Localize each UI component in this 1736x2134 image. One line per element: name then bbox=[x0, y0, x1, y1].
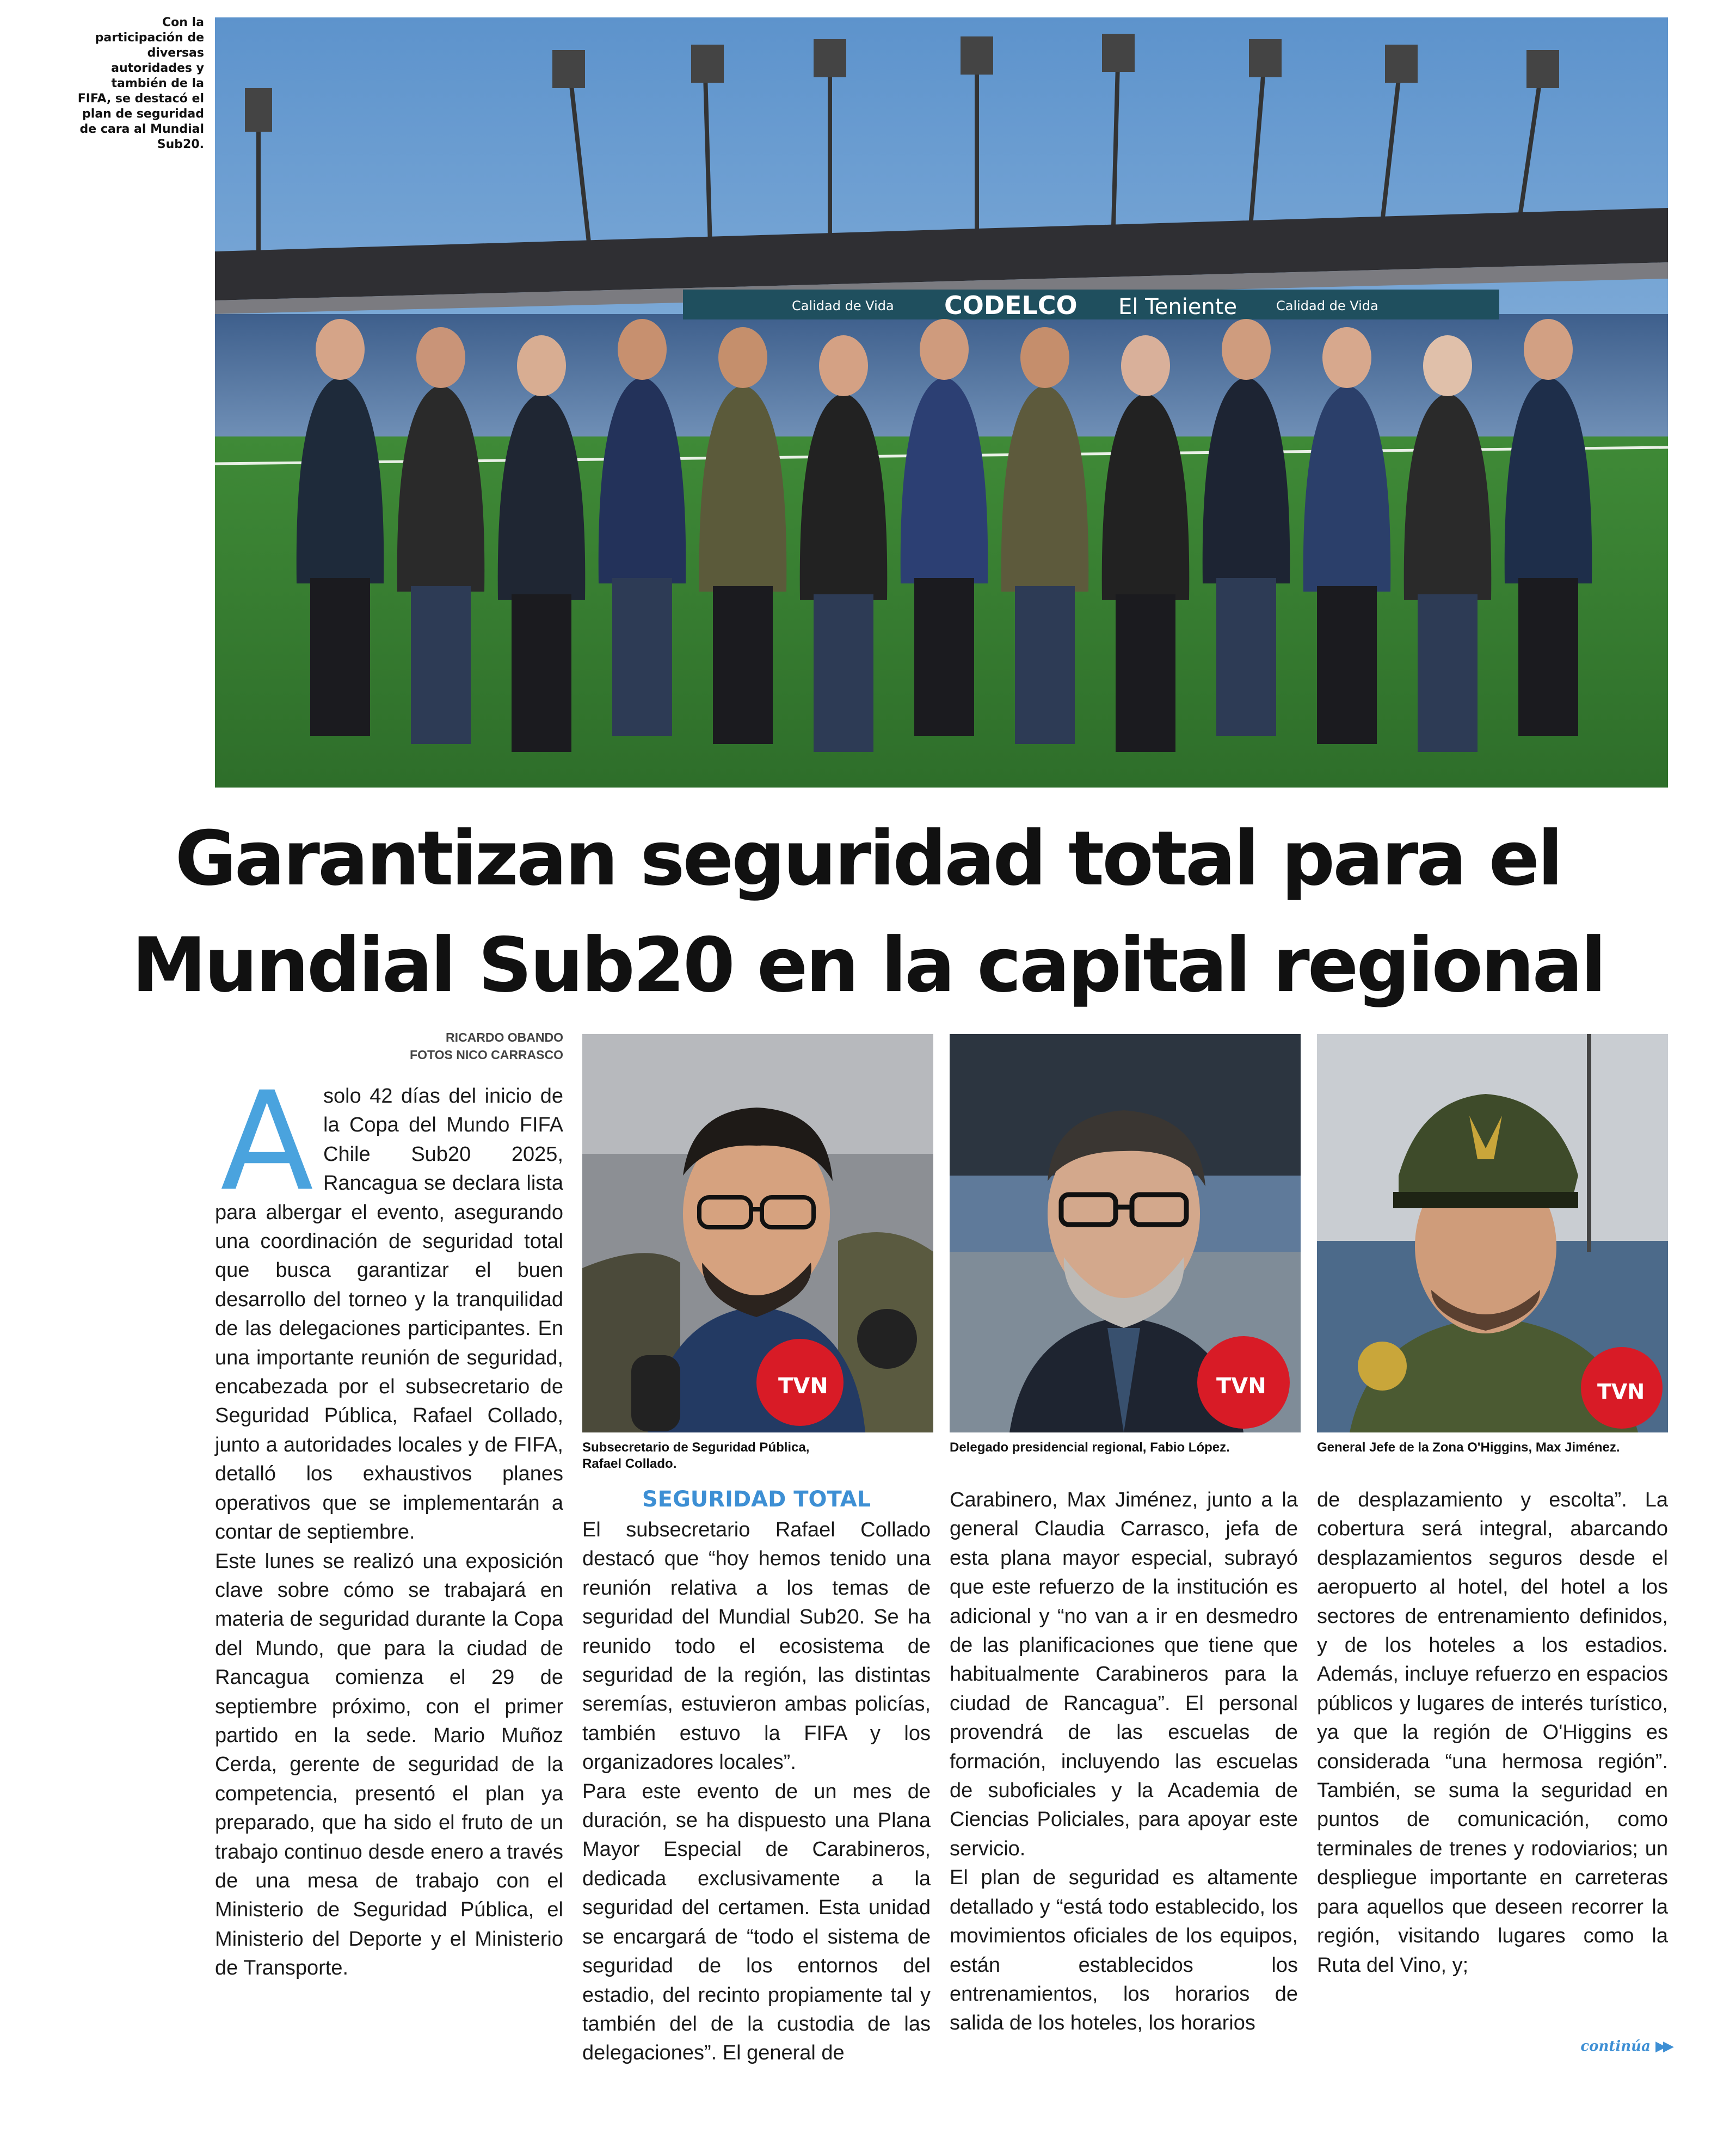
person-head bbox=[1020, 327, 1069, 388]
person-head bbox=[920, 319, 969, 380]
banner-brand-text: CODELCO bbox=[944, 291, 1078, 320]
banner-mid-text: El Teniente bbox=[1118, 294, 1238, 319]
person-head bbox=[517, 335, 566, 396]
person-legs bbox=[612, 578, 672, 736]
continue-label: continúa bbox=[1580, 2038, 1651, 2055]
top-photo-caption: Con la participación de diversas autoridades y también de la FIFA, se destacó el plan de seguridad de cara al Mundial Sub20. bbox=[77, 16, 204, 151]
stadium-group-photo bbox=[215, 17, 1668, 788]
paragraph: Carabinero, Max Jiménez, junto a la general Claudia Carrasco, jefa de esta plana mayor especial, subrayó que este refuerzo de la institución es adicional y “no van a ir en desmedro de las planificaciones que tiene que habitualmente Carabineros para la ciudad de Rancagua”. El personal provendrá de las escuelas de formación, incluyendo las escuelas de suboficiales y la Academia de Ciencias Policiales, para apoyar este servicio. bbox=[950, 1489, 1298, 1860]
drop-cap: A bbox=[220, 1062, 314, 1221]
photo-caption-jimenez: General Jefe de la Zona O'Higgins, Max Jiménez. bbox=[1317, 1440, 1620, 1455]
person-legs bbox=[1418, 594, 1478, 752]
paragraph: Para este evento de un mes de duración, se ha dispuesto una Plana Mayor Especial de Carabineros, dedicada exclusivamente a la seguridad del certamen. Esta unidad se encargará de “todo el sistema de seguridad de los entornos del estadio, del recinto propiamente tal y también del de la custodia de las delegaciones”. El general de bbox=[582, 1780, 931, 2065]
paragraph: Este lunes se realizó una exposición clave sobre cómo se trabajará en materia de seguridad durante la Copa del Mundo, que para la ciudad de Rancagua comienza el 29 de septiembre próximo, con el primer partido en la sede. Mario Muñoz Cerda, gerente de seguridad de la competencia, presentó el plan ya preparado, que ha sido el fruto de un trabajo continuo desde enero a través de una mesa de trabajo con el Ministerio de Seguridad Pública, el Ministerio del Deporte y el Ministerio de Transporte. bbox=[215, 1549, 563, 1980]
byline-photos: FOTOS NICO CARRASCO bbox=[410, 1048, 563, 1062]
mic-label: TVN bbox=[1216, 1374, 1266, 1399]
person-legs bbox=[310, 578, 370, 736]
person-head bbox=[416, 327, 465, 388]
person-legs bbox=[1216, 578, 1276, 736]
article-column-2 bbox=[582, 1516, 931, 2068]
photo-rafael-collado bbox=[582, 1034, 933, 1432]
article-column-1 bbox=[215, 1062, 563, 1983]
banner-left-text: Calidad de Vida bbox=[792, 298, 894, 313]
article-headline bbox=[109, 805, 1627, 1019]
continue-link[interactable] bbox=[1562, 2038, 1671, 2055]
mic-label: TVN bbox=[778, 1374, 828, 1399]
photo-caption-lopez: Delegado presidencial regional, Fabio López. bbox=[950, 1440, 1230, 1455]
person-head bbox=[819, 335, 868, 396]
person-legs bbox=[814, 594, 873, 752]
person-legs bbox=[914, 578, 974, 736]
person-legs bbox=[1015, 586, 1075, 744]
mic-label: TVN bbox=[1597, 1380, 1645, 1404]
headline-line-2: Mundial Sub20 en la capital regional bbox=[132, 921, 1604, 1009]
paragraph: de desplazamiento y escolta”. La cobertura será integral, abarcando desplazamientos seguros desde el aeropuerto al hotel, del hotel a los sectores de entrenamiento definidos, y de los hoteles a los estadios. Además, incluye refuerzo en espacios públicos y lugares de interés turístico, ya que la región de O'Higgins es considerada “una hermosa región”. También, se suma la seguridad en puntos de comunicación, como terminales de trenes y rodoviarios; un despliegue importante en carreteras para aquellos que deseen recorrer la región, visitando lugares como la Ruta del Vino, y; bbox=[1317, 1489, 1668, 1977]
person-head bbox=[1524, 319, 1573, 380]
person-head bbox=[1322, 327, 1371, 388]
person-legs bbox=[713, 586, 773, 744]
person-legs bbox=[1116, 594, 1175, 752]
article-column-3 bbox=[950, 1486, 1298, 2038]
person-legs bbox=[1317, 586, 1377, 744]
photo-fabio-lopez bbox=[950, 1034, 1301, 1432]
person-head bbox=[316, 319, 365, 380]
paragraph: El subsecretario Rafael Collado destacó que “hoy hemos tenido una reunión relativa a los temas de seguridad del Mundial Sub20. Se ha reunido todo el ecosistema de seguridad de la región, las distintas seremías, estuvieron ambas policías, también estuvo la FIFA y los organizadores locales”. bbox=[582, 1518, 931, 1774]
continue-arrow-icon: ▶▶ bbox=[1655, 2038, 1671, 2055]
section-heading: SEGURIDAD TOTAL bbox=[642, 1487, 871, 1512]
person-legs bbox=[512, 594, 571, 752]
paragraph: El plan de seguridad es altamente detallado y “está todo establecido, los movimientos oficiales de los equipos, están establecidos los entrenamientos, los horarios de salida de los hoteles, los horarios bbox=[950, 1866, 1298, 2035]
person-head bbox=[1423, 335, 1472, 396]
photo-max-jimenez bbox=[1317, 1034, 1668, 1432]
article-column-4 bbox=[1317, 1486, 1668, 1980]
person-legs bbox=[1518, 578, 1578, 736]
banner-right-text: Calidad de Vida bbox=[1276, 298, 1378, 313]
person-head bbox=[1222, 319, 1271, 380]
byline-author: RICARDO OBANDO bbox=[446, 1030, 563, 1044]
person-head bbox=[618, 319, 667, 380]
headline-line-1: Garantizan seguridad total para el bbox=[175, 815, 1561, 902]
byline bbox=[305, 1029, 563, 1063]
person-head bbox=[718, 327, 767, 388]
paragraph: solo 42 días del inicio de la Copa del Mundo FIFA Chile Sub20 2025, Rancagua se declara lista para albergar el evento, asegurando una coordinación de seguridad total que busca garantizar el buen desarrollo del torneo y la tranquilidad de las delegaciones participantes. En una importante reunión de seguridad, encabezada por el subsecretario de Seguridad Pública, Rafael Collado, junto a autoridades locales y de FIFA, detalló los exhaustivos planes operativos que se implementarán a contar de septiembre. bbox=[215, 1085, 563, 1544]
photo-caption-collado: Subsecretario de Seguridad Pública, Rafael Collado. bbox=[582, 1440, 810, 1471]
person-head bbox=[1121, 335, 1170, 396]
person-legs bbox=[411, 586, 471, 744]
